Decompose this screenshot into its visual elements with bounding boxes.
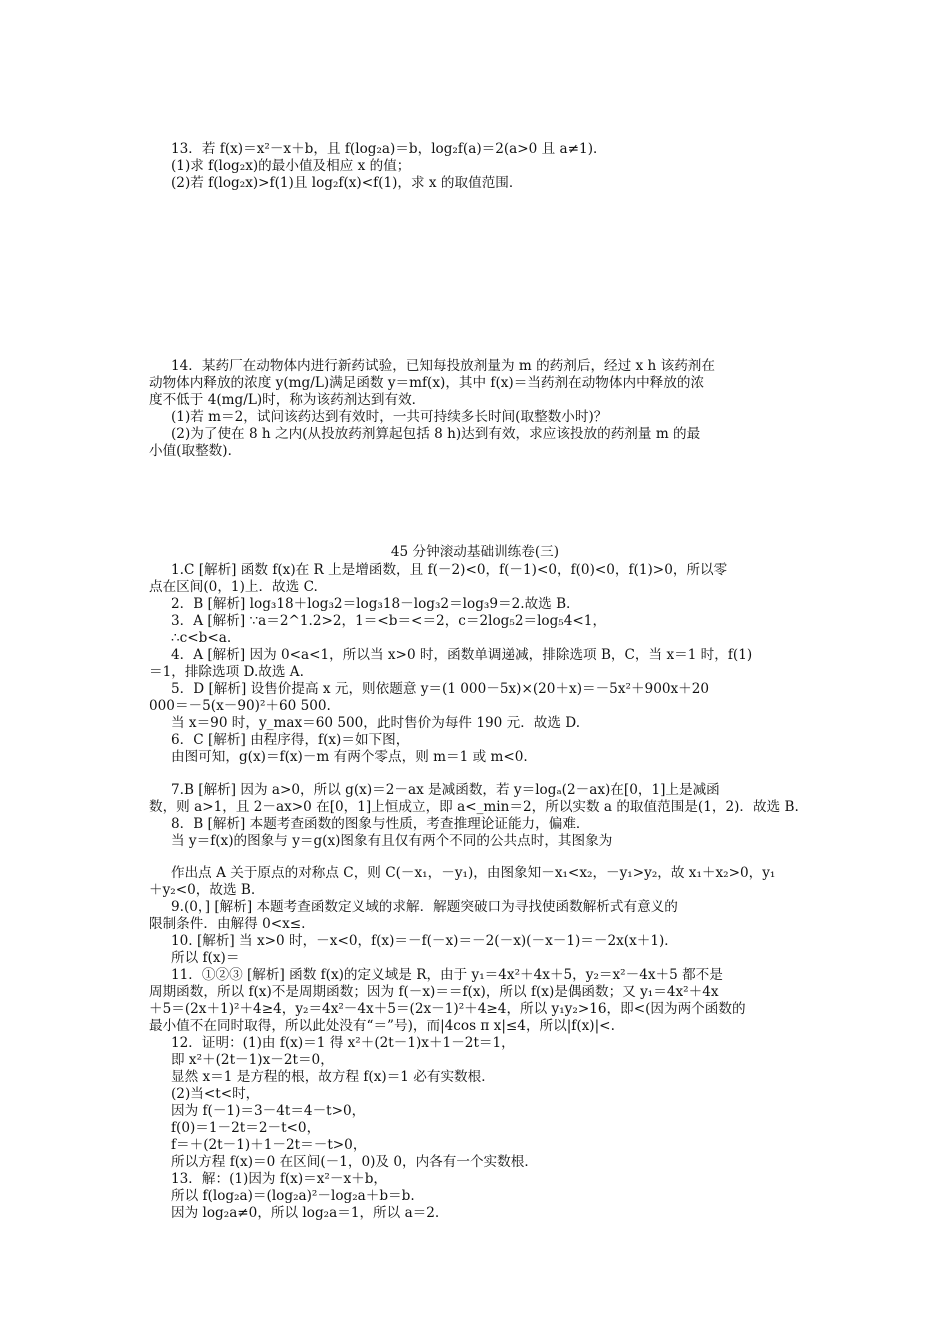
q13-line: (1)求 f(log₂x)的最小值及相应 x 的值； (171, 158, 411, 174)
answer-line: ＋5＝(2x＋1)²＋4≥4，y₂＝4x²－4x＋5＝(2x－1)²＋4≥4，所以 y₁y₂>16，即<(因为两个函数的 (149, 1001, 746, 1017)
answer-line: f(0)＝1－2t＝2－t<0， (171, 1120, 321, 1136)
answer-line: 11．①②③ [解析] 函数 f(x)的定义域是 R，由于 y₁＝4x²＋4x＋5，y₂＝x²－4x＋5 都不是 (171, 967, 723, 983)
answer-line: 10. [解析] 当 x>0 时，－x<0，f(x)＝－f(－x)＝－2(－x)(－x－1)＝－2x(x＋1)． (171, 933, 678, 949)
q14-line: 度不低于 4(mg/L)时，称为该药剂达到有效． (149, 392, 426, 408)
answer-line: 1.C [解析] 函数 f(x)在 R 上是增函数，且 f(－2)<0，f(－1)<0，f(0)<0，f(1)>0，所以零 (171, 562, 728, 578)
answer-line: 当 y＝f(x)的图象与 y＝g(x)图象有且仅有两个不同的公共点时，其图象为 (171, 833, 613, 849)
answer-line: ∴c<b<a. (171, 630, 232, 646)
answer-line: 8．B [解析] 本题考查函数的图象与性质，考查推理论证能力，偏难． (171, 816, 590, 832)
q13-line: (2)若 f(log₂x)>f(1)且 log₂f(x)<f(1)，求 x 的取值范围． (171, 175, 523, 191)
answer-line: 4．A [解析] 因为 0<a<1，所以当 x>0 时，函数单调递减，排除选项 B，C，当 x＝1 时，f(1) (171, 647, 753, 663)
answer-line: f＝＋(2t－1)＋1－2t＝－t>0， (171, 1137, 367, 1153)
answer-line: 最小值不在同时取得，所以此处没有“＝”号)，而|4cos π x|≤4，所以|f(x)|<. (149, 1018, 615, 1034)
q13-line: 13．若 f(x)＝x²－x＋b，且 f(log₂a)＝b，log₂f(a)＝2(a>0 且 a≠1)． (171, 141, 607, 157)
answer-line: 000＝－5(x－90)²＋60 500. (149, 698, 331, 714)
answer-line: 因为 f(－1)＝3－4t＝4－t>0， (171, 1103, 366, 1119)
answer-line: 2．B [解析] log₃18＋log₃2＝log₃18－log₃2＝log₃9＝2.故选 B. (171, 596, 571, 612)
answer-line: 点在区间(0，1)上．故选 C. (149, 579, 318, 595)
q14-line: 小值(取整数)． (149, 443, 242, 459)
answer-line: ＋y₂<0，故选 B. (149, 882, 256, 898)
answer-line: 周期函数，所以 f(x)不是周期函数；因为 f(－x)＝＝f(x)，所以 f(x)是偶函数；又 y₁＝4x²＋4x (149, 984, 719, 1000)
q14-line: 14．某药厂在动物体内进行新药试验，已知每投放剂量为 m 的药剂后，经过 x h 该药剂在 (171, 358, 715, 374)
q14-line: 动物体内释放的浓度 y(mg/L)满足函数 y＝mf(x)，其中 f(x)＝当药剂在动物体内中释放的浓 (149, 375, 705, 391)
answer-line: 7.B [解析] 因为 a>0，所以 g(x)＝2－ax 是减函数，若 y＝logₐ(2－ax)在[0，1]上是减函 (171, 782, 720, 798)
answer-line: 所以 f(log₂a)＝(log₂a)²－log₂a＋b＝b. (171, 1188, 415, 1204)
answer-line: ＝1，排除选项 D.故选 A. (149, 664, 304, 680)
q14-line: (1)若 m＝2，试问该药达到有效时，一共可持续多长时间(取整数小时)？ (171, 409, 608, 425)
answer-line: 因为 log₂a≠0，所以 log₂a＝1，所以 a＝2. (171, 1205, 440, 1221)
answer-line: 5．D [解析] 设售价提高 x 元，则依题意 y＝(1 000－5x)×(20＋x)＝－5x²＋900x＋20 (171, 681, 710, 697)
answer-line: 所以 f(x)＝ (171, 950, 240, 966)
answer-line: 由图可知，g(x)＝f(x)－m 有两个零点，则 m＝1 或 m<0. (171, 749, 528, 765)
answers-title: 45 分钟滚动基础训练卷(三) (390, 544, 560, 560)
answer-line: 9.(0，] [解析] 本题考查函数定义域的求解．解题突破口为寻找使函数解析式有意义的 (171, 899, 678, 915)
answer-line: (2)当<t<时， (171, 1086, 260, 1102)
answer-line: 所以方程 f(x)＝0 在区间(－1，0)及 0，内各有一个实数根． (171, 1154, 538, 1170)
q14-line: (2)为了使在 8 h 之内(从投放药剂算起包括 8 h)达到有效，求应该投放的药剂量 m 的最 (171, 426, 701, 442)
answer-line: 数，则 a>1，且 2－ax>0 在[0，1]上恒成立，即 a<_min＝2，所以实数 a 的取值范围是(1，2)．故选 B. (149, 799, 799, 815)
answer-line: 当 x＝90 时，y_max＝60 500，此时售价为每件 190 元．故选 D. (171, 715, 581, 731)
answer-line: 限制条件．由解得 0<x≤. (149, 916, 306, 932)
answer-line: 12．证明：(1)由 f(x)＝1 得 x²＋(2t－1)x＋1－2t＝1， (171, 1035, 515, 1051)
answer-line: 显然 x＝1 是方程的根，故方程 f(x)＝1 必有实数根． (171, 1069, 495, 1085)
answer-line: 6．C [解析] 由程序得，f(x)＝如下图， (171, 732, 410, 748)
answer-line: 作出点 A 关于原点的对称点 C，则 C(－x₁，－y₁)，由图象知－x₁<x₂，－y₁>y₂，故 x₁＋x₂>0，y₁ (171, 865, 776, 881)
answer-line: 3．A [解析] ∵a＝2^1.2>2，1＝<b＝<＝2，c＝2log₅2＝log₅4<1， (171, 613, 607, 629)
answer-line: 即 x²＋(2t－1)x－2t＝0， (171, 1052, 334, 1068)
answer-line: 13．解：(1)因为 f(x)＝x²－x＋b， (171, 1171, 388, 1187)
